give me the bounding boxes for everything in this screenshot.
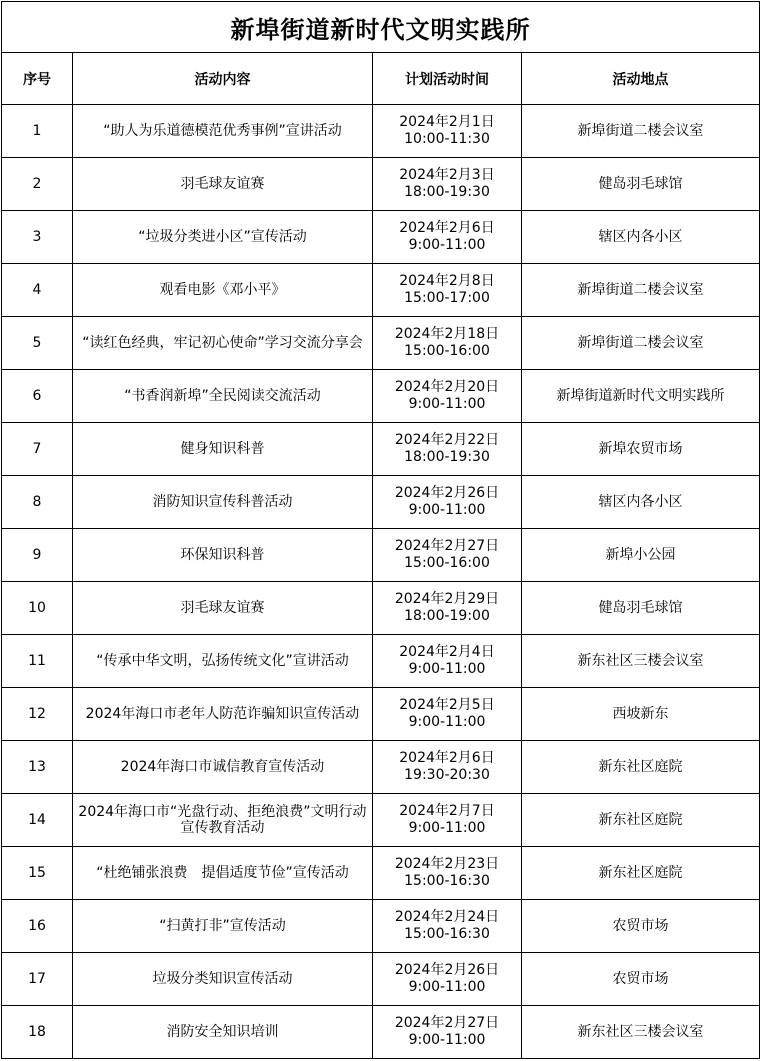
activity-date: 2024年2月1日 [399, 114, 495, 130]
activity-hours: 15:00-16:00 [404, 343, 490, 359]
activity-time [373, 953, 522, 1006]
activity-date: 2024年2月18日 [394, 326, 500, 342]
activity-date: 2024年2月4日 [399, 644, 495, 660]
activity-place: 健岛羽毛球馆 [522, 158, 760, 211]
table-row [2, 158, 760, 211]
activity-time [373, 423, 522, 476]
activity-content: “书香润新埠”全民阅读交流活动 [73, 370, 373, 423]
activity-time [373, 900, 522, 953]
activity-hours: 9:00-11:00 [408, 714, 486, 730]
activity-content: 消防知识宣传科普活动 [73, 476, 373, 529]
activity-table [1, 1, 760, 1059]
row-number: 9 [2, 529, 73, 582]
header-no: 序号 [2, 53, 73, 105]
activity-hours: 15:00-17:00 [404, 290, 490, 306]
row-number: 11 [2, 635, 73, 688]
activity-place: 新东社区庭院 [522, 794, 760, 847]
activity-time [373, 741, 522, 794]
activity-time [373, 317, 522, 370]
activity-content: “杜绝铺张浪费 提倡适度节俭”宣传活动 [73, 847, 373, 900]
activity-hours: 18:00-19:30 [404, 184, 490, 200]
table-row [2, 688, 760, 741]
activity-date: 2024年2月8日 [399, 273, 495, 289]
activity-hours: 18:00-19:30 [404, 449, 490, 465]
activity-date: 2024年2月27日 [394, 538, 500, 554]
activity-time [373, 476, 522, 529]
activity-date: 2024年2月27日 [394, 1015, 500, 1031]
activity-content: “扫黄打非”宣传活动 [73, 900, 373, 953]
activity-date: 2024年2月7日 [399, 803, 495, 819]
activity-hours: 9:00-11:00 [408, 820, 486, 836]
activity-date: 2024年2月5日 [399, 697, 495, 713]
activity-content: 2024年海口市“光盘行动、拒绝浪费”文明行动宣传教育活动 [73, 794, 373, 847]
activity-place: 新埠小公园 [522, 529, 760, 582]
table-row [2, 635, 760, 688]
row-number: 4 [2, 264, 73, 317]
activity-hours: 9:00-11:00 [408, 661, 486, 677]
table-row [2, 582, 760, 635]
activity-content: 垃圾分类知识宣传活动 [73, 953, 373, 1006]
activity-place: 农贸市场 [522, 900, 760, 953]
table-row [2, 476, 760, 529]
activity-time [373, 1006, 522, 1059]
row-number: 5 [2, 317, 73, 370]
activity-date: 2024年2月26日 [394, 962, 500, 978]
activity-hours: 9:00-11:00 [408, 237, 486, 253]
activity-time [373, 635, 522, 688]
row-number: 1 [2, 105, 73, 158]
activity-place: 新东社区三楼会议室 [522, 1006, 760, 1059]
row-number: 8 [2, 476, 73, 529]
activity-place: 农贸市场 [522, 953, 760, 1006]
activity-content: 2024年海口市诚信教育宣传活动 [73, 741, 373, 794]
activity-content: 健身知识科普 [73, 423, 373, 476]
activity-time [373, 370, 522, 423]
activity-place: 辖区内各小区 [522, 211, 760, 264]
row-number: 15 [2, 847, 73, 900]
activity-date: 2024年2月20日 [394, 379, 500, 395]
activity-hours: 15:00-16:00 [404, 555, 490, 571]
activity-date: 2024年2月6日 [399, 220, 495, 236]
activity-place: 新埠街道二楼会议室 [522, 264, 760, 317]
activity-place: 健岛羽毛球馆 [522, 582, 760, 635]
activity-place: 西坡新东 [522, 688, 760, 741]
row-number: 12 [2, 688, 73, 741]
activity-hours: 15:00-16:30 [404, 926, 490, 942]
activity-hours: 9:00-11:00 [408, 502, 486, 518]
table-row [2, 794, 760, 847]
activity-place: 新东社区庭院 [522, 741, 760, 794]
activity-place: 辖区内各小区 [522, 476, 760, 529]
activity-place: 新埠街道二楼会议室 [522, 105, 760, 158]
activity-time [373, 158, 522, 211]
header-row [2, 53, 760, 105]
table-row [2, 529, 760, 582]
activity-time [373, 794, 522, 847]
table-row [2, 370, 760, 423]
activity-content: 羽毛球友谊赛 [73, 158, 373, 211]
activity-hours: 9:00-11:00 [408, 979, 486, 995]
activity-hours: 9:00-11:00 [408, 396, 486, 412]
activity-place: 新东社区三楼会议室 [522, 635, 760, 688]
activity-time [373, 529, 522, 582]
table-row [2, 741, 760, 794]
activity-place: 新埠街道二楼会议室 [522, 317, 760, 370]
activity-time [373, 264, 522, 317]
activity-date: 2024年2月29日 [394, 591, 500, 607]
header-time: 计划活动时间 [373, 53, 522, 105]
activity-content: 羽毛球友谊赛 [73, 582, 373, 635]
row-number: 6 [2, 370, 73, 423]
activity-time [373, 847, 522, 900]
activity-time [373, 582, 522, 635]
row-number: 2 [2, 158, 73, 211]
activity-content: 2024年海口市老年人防范诈骗知识宣传活动 [73, 688, 373, 741]
row-number: 17 [2, 953, 73, 1006]
row-number: 14 [2, 794, 73, 847]
table-row [2, 211, 760, 264]
activity-date: 2024年2月26日 [394, 485, 500, 501]
activity-time [373, 688, 522, 741]
table-row [2, 953, 760, 1006]
activity-date: 2024年2月6日 [399, 750, 495, 766]
activity-content: “读红色经典，牢记初心使命”学习交流分享会 [73, 317, 373, 370]
activity-date: 2024年2月23日 [394, 856, 500, 872]
title-row [2, 2, 760, 53]
activity-content: 观看电影《邓小平》 [73, 264, 373, 317]
activity-date: 2024年2月22日 [394, 432, 500, 448]
activity-content: “垃圾分类进小区”宣传活动 [73, 211, 373, 264]
header-content: 活动内容 [73, 53, 373, 105]
header-place: 活动地点 [522, 53, 760, 105]
table-body [2, 105, 760, 1059]
table-row [2, 264, 760, 317]
activity-content: “传承中华文明，弘扬传统文化”宣讲活动 [73, 635, 373, 688]
table-row [2, 1006, 760, 1059]
activity-time [373, 105, 522, 158]
row-number: 7 [2, 423, 73, 476]
row-number: 3 [2, 211, 73, 264]
row-number: 13 [2, 741, 73, 794]
activity-hours: 10:00-11:30 [404, 131, 490, 147]
page-title: 新埠街道新时代文明实践所 [2, 2, 760, 53]
activity-hours: 19:30-20:30 [404, 767, 490, 783]
activity-hours: 9:00-11:00 [408, 1032, 486, 1048]
activity-hours: 15:00-16:30 [404, 873, 490, 889]
row-number: 18 [2, 1006, 73, 1059]
activity-place: 新东社区庭院 [522, 847, 760, 900]
activity-place: 新埠街道新时代文明实践所 [522, 370, 760, 423]
activity-time [373, 211, 522, 264]
row-number: 10 [2, 582, 73, 635]
activity-date: 2024年2月3日 [399, 167, 495, 183]
activity-content: 环保知识科普 [73, 529, 373, 582]
row-number: 16 [2, 900, 73, 953]
activity-date: 2024年2月24日 [394, 909, 500, 925]
activity-hours: 18:00-19:00 [404, 608, 490, 624]
activity-content: “助人为乐道德模范优秀事例”宣讲活动 [73, 105, 373, 158]
table-row [2, 423, 760, 476]
activity-place: 新埠农贸市场 [522, 423, 760, 476]
table-row [2, 900, 760, 953]
table-row [2, 847, 760, 900]
table-row [2, 317, 760, 370]
table-row [2, 105, 760, 158]
activity-content: 消防安全知识培训 [73, 1006, 373, 1059]
